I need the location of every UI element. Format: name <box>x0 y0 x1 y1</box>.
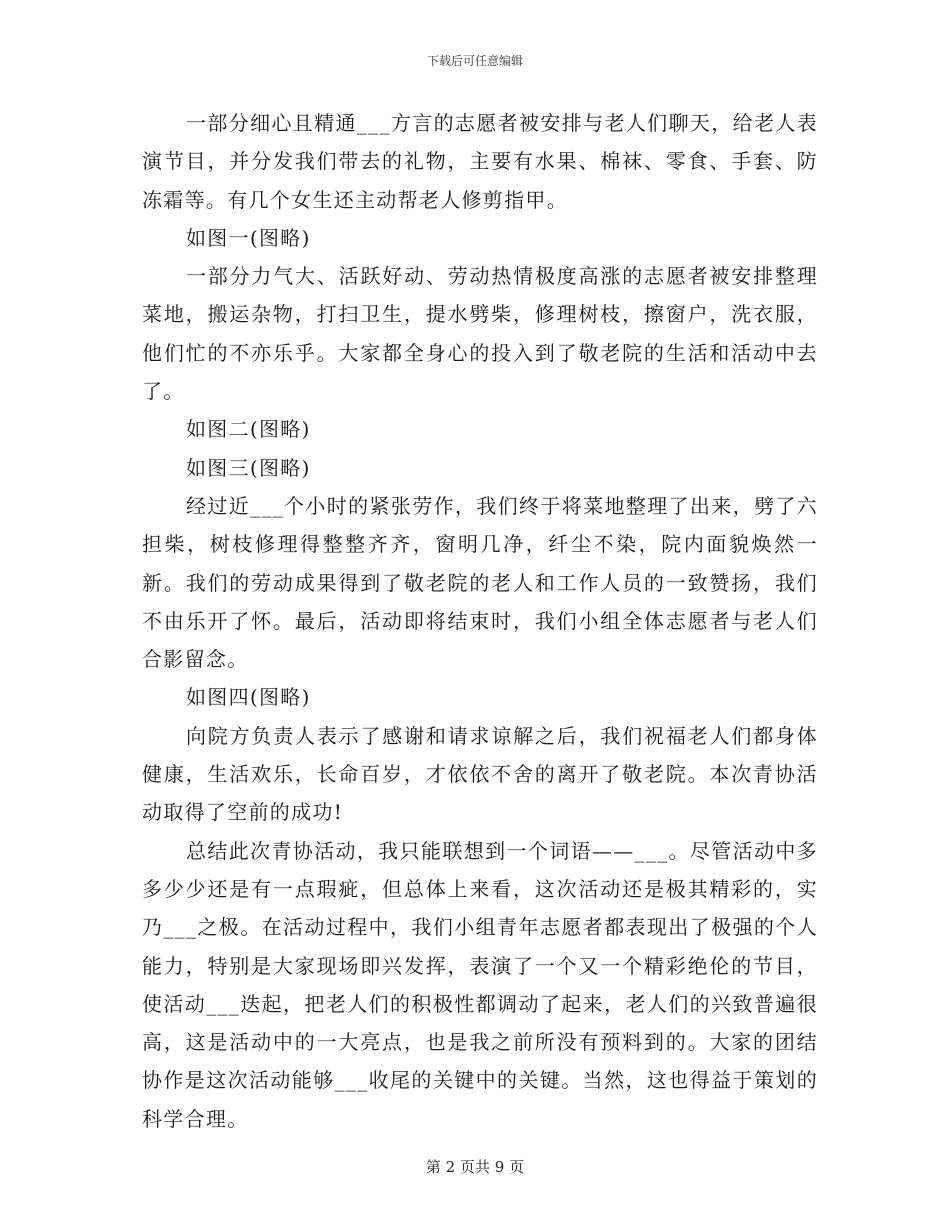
page-header: 下载后可任意编辑 <box>426 54 523 68</box>
figure-caption-2: 如图二(图略) <box>186 417 311 442</box>
document-body <box>142 104 818 1138</box>
paragraph-work-results: 经过近___个小时的紧张劳作，我们终于将菜地整理了出来，劈了六担柴，树枝修理得整整齐齐，窗明几净，纤尘不染，院内面貌焕然一新。我们的劳动成果得到了敬老院的老人和工作人员的一致赞扬，我们不由乐开了怀。最后，活动即将结束时，我们小组全体志愿者与老人们合影留念。 <box>142 493 818 672</box>
paragraph-volunteers-chat: 一部分细心且精通___方言的志愿者被安排与老人们聊天，给老人表演节目，并分发我们带去的礼物，主要有水果、棉袜、零食、手套、防冻霜等。有几个女生还主动帮老人修剪指甲。 <box>142 111 818 212</box>
figure-caption-3: 如图三(图略) <box>186 455 311 480</box>
paragraph-volunteers-work: 一部分力气大、活跃好动、劳动热情极度高涨的志愿者被安排整理菜地，搬运杂物，打扫卫生，提水劈柴，修理树枝，擦窗户，洗衣服，他们忙的不亦乐乎。大家都全身心的投入到了敬老院的生活和活动中去了。 <box>142 264 818 404</box>
figure-caption-1: 如图一(图略) <box>186 225 311 250</box>
paragraph-farewell: 向院方负责人表示了感谢和请求谅解之后，我们祝福老人们都身体健康，生活欢乐，长命百岁，才依依不舍的离开了敬老院。本次青协活动取得了空前的成功! <box>142 723 818 825</box>
paragraph-summary: 总结此次青协活动，我只能联想到一个词语——___。尽管活动中多多少少还是有一点瑕疵，但总体上来看，这次活动还是极其精彩的，实乃___之极。在活动过程中，我们小组青年志愿者都表现出了极强的个人能力，特别是大家现场即兴发挥，表演了一个又一个精彩绝伦的节目，使活动___迭起，把老人们的积极性都调动了起来，老人们的兴致普遍很高，这是活动中的一大亮点，也是我之前所没有预料到的。大家的团结协作是这次活动能够___收尾的关键中的关键。当然，这也得益于策划的科学合理。 <box>142 838 818 1131</box>
page-number: 第 2 页共 9 页 <box>425 1158 525 1176</box>
figure-caption-4: 如图四(图略) <box>186 685 311 710</box>
